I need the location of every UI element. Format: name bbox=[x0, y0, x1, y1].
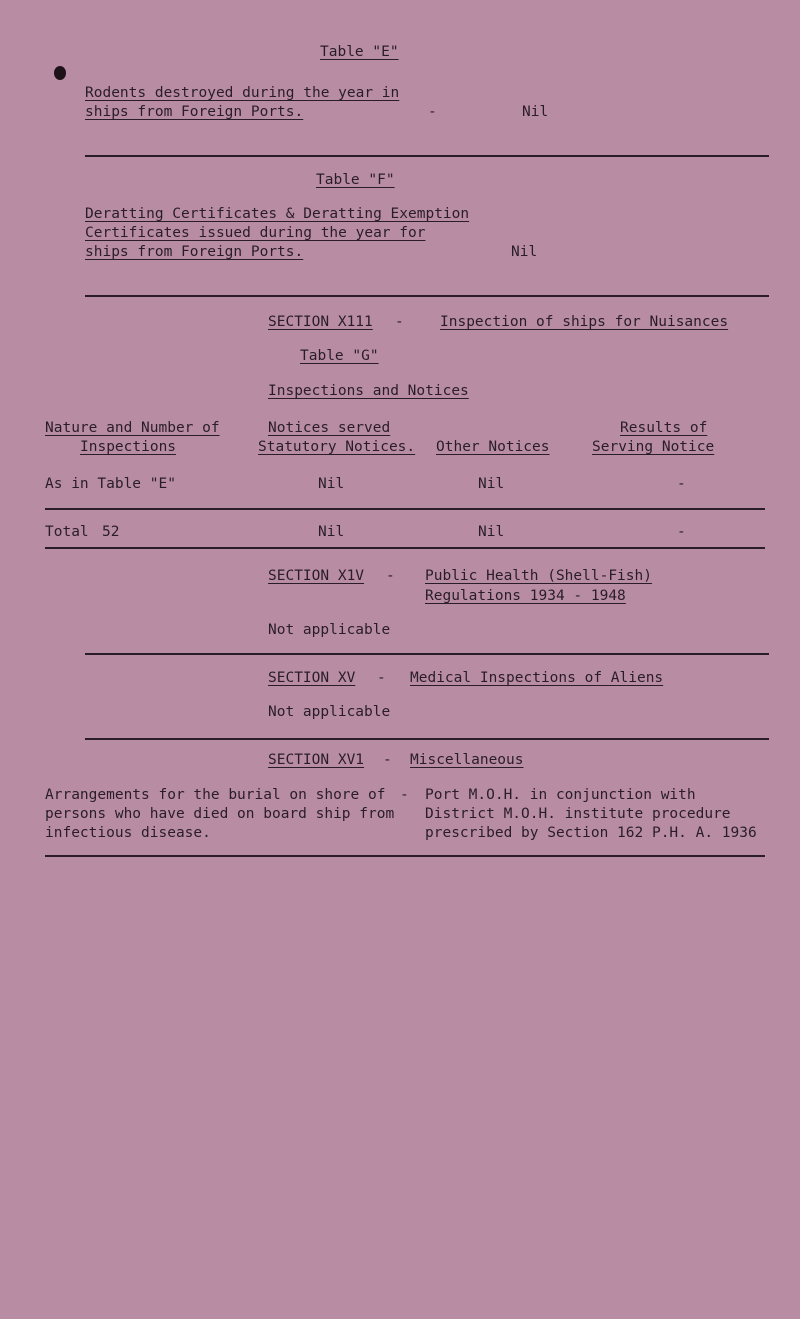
section-14-dash: - bbox=[386, 568, 395, 584]
table-e-desc-line2: ships from Foreign Ports. bbox=[85, 104, 304, 120]
divider bbox=[85, 653, 769, 655]
section-13-subheading: Inspections and Notices bbox=[268, 383, 469, 399]
section-16-dash: - bbox=[383, 752, 392, 768]
misc-right-line1: Port M.O.H. in conjunction with bbox=[425, 787, 696, 803]
section-14-heading-line2: Regulations 1934 - 1948 bbox=[425, 588, 626, 604]
table-f-desc-line2: Certificates issued during the year for bbox=[85, 225, 426, 241]
section-13-label: SECTION X111 bbox=[268, 314, 373, 330]
table-f-value: Nil bbox=[511, 244, 538, 260]
divider bbox=[85, 155, 769, 157]
misc-right-line2: District M.O.H. institute procedure bbox=[425, 806, 731, 822]
section-15-body: Not applicable bbox=[268, 704, 391, 720]
section-15-label: SECTION XV bbox=[268, 670, 356, 686]
row-results: - bbox=[677, 476, 686, 492]
section-15-heading: Medical Inspections of Aliens bbox=[410, 670, 664, 686]
misc-left-line3: infectious disease. bbox=[45, 825, 211, 841]
row-other: Nil bbox=[478, 476, 505, 492]
divider bbox=[45, 508, 765, 510]
table-f-title: Table "F" bbox=[316, 172, 395, 188]
col-header-results-line1: Results of bbox=[620, 420, 708, 436]
col-header-statutory-notices: Statutory Notices. bbox=[258, 439, 416, 455]
punch-hole-mark bbox=[54, 66, 66, 80]
section-13-dash: - bbox=[395, 314, 404, 330]
total-label: Total bbox=[45, 524, 89, 540]
table-e-dash: - bbox=[428, 104, 437, 120]
total-statutory: Nil bbox=[318, 524, 345, 540]
divider bbox=[85, 295, 769, 297]
row-statutory: Nil bbox=[318, 476, 345, 492]
col-header-other-notices: Other Notices bbox=[436, 439, 550, 455]
section-16-heading: Miscellaneous bbox=[410, 752, 524, 768]
table-f-desc-line1: Deratting Certificates & Deratting Exemption bbox=[85, 206, 470, 222]
total-results: - bbox=[677, 524, 686, 540]
divider bbox=[85, 738, 769, 740]
divider bbox=[45, 547, 765, 549]
table-f-desc-line3: ships from Foreign Ports. bbox=[85, 244, 304, 260]
table-e-value: Nil bbox=[522, 104, 549, 120]
misc-left-line1: Arrangements for the burial on shore of bbox=[45, 787, 386, 803]
table-g-title: Table "G" bbox=[300, 348, 379, 364]
section-16-label: SECTION XV1 bbox=[268, 752, 365, 768]
section-15-dash: - bbox=[377, 670, 386, 686]
row-nature: As in Table "E" bbox=[45, 476, 176, 492]
section-13-heading: Inspection of ships for Nuisances bbox=[440, 314, 729, 330]
section-14-body: Not applicable bbox=[268, 622, 391, 638]
total-count: 52 bbox=[102, 524, 120, 540]
table-e-title: Table "E" bbox=[320, 44, 399, 60]
table-e-desc-line1: Rodents destroyed during the year in bbox=[85, 85, 400, 101]
divider bbox=[45, 855, 765, 857]
col-header-results-line2: Serving Notice bbox=[592, 439, 715, 455]
misc-right-line3: prescribed by Section 162 P.H. A. 1936 bbox=[425, 825, 757, 841]
col-header-nature-line1: Nature and Number of bbox=[45, 420, 220, 436]
misc-mid-dash: - bbox=[400, 787, 409, 803]
col-header-notices-served: Notices served bbox=[268, 420, 391, 436]
col-header-nature-line2: Inspections bbox=[80, 439, 177, 455]
misc-left-line2: persons who have died on board ship from bbox=[45, 806, 395, 822]
section-14-label: SECTION X1V bbox=[268, 568, 365, 584]
total-other: Nil bbox=[478, 524, 505, 540]
section-14-heading-line1: Public Health (Shell-Fish) bbox=[425, 568, 652, 584]
